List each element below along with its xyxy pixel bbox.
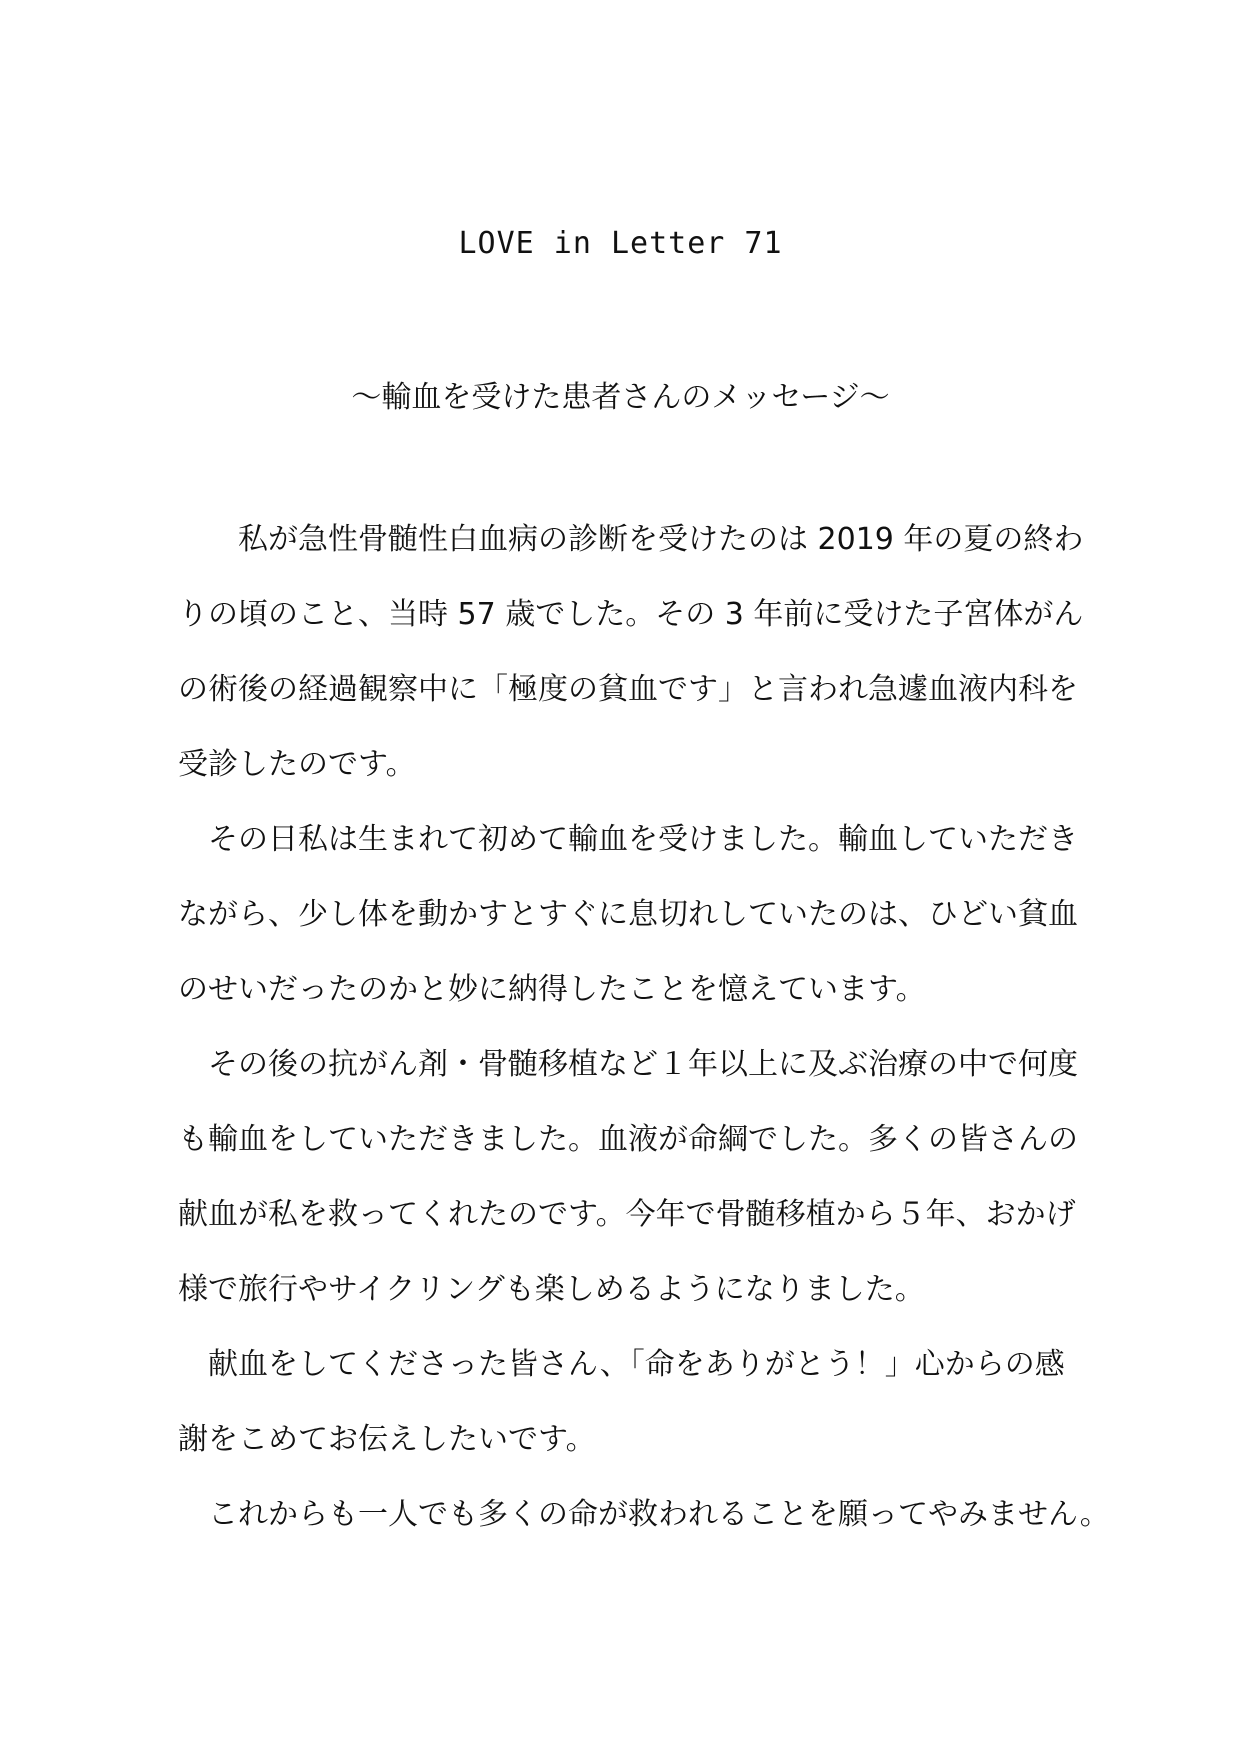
- body-line: その後の抗がん剤・骨髄移植など１年以上に及ぶ治療の中で何度: [178, 1047, 1078, 1082]
- body-line: 様で旅行やサイクリングも楽しめるようになりました。: [178, 1272, 925, 1307]
- body-line: も輸血をしていただきました。血液が命綱でした。多くの皆さんの: [178, 1122, 1078, 1157]
- body-line: ながら、少し体を動かすとすぐに息切れしていたのは、ひどい貧血: [178, 897, 1078, 932]
- document-title: LOVE in Letter 71: [458, 226, 783, 261]
- body-line: りの頃のこと、当時 57 歳でした。その 3 年前に受けた子宮体がん: [178, 597, 1084, 632]
- body-line: 受診したのです。: [178, 747, 416, 782]
- body-line: これからも一人でも多くの命が救われることを願ってやみません。: [178, 1497, 1110, 1532]
- body-line: の術後の経過観察中に「極度の貧血です」と言われ急遽血液内科を: [178, 672, 1078, 707]
- body-line: 献血が私を救ってくれたのです。今年で骨髄移植から５年、おかげ: [178, 1197, 1076, 1232]
- body-line: のせいだったのかと妙に納得したことを憶えています。: [178, 972, 926, 1007]
- body-line: 私が急性骨髄性白血病の診断を受けたのは 2019 年の夏の終わ: [178, 522, 1084, 557]
- body-line: 献血をしてくださった皆さん、「命をありがとう！」心からの感: [178, 1347, 1065, 1382]
- body-line: その日私は生まれて初めて輸血を受けました。輸血していただき: [178, 822, 1078, 857]
- document-subtitle: ～輸血を受けた患者さんのメッセージ～: [351, 380, 890, 415]
- body-line: 謝をこめてお伝えしたいです。: [178, 1422, 596, 1457]
